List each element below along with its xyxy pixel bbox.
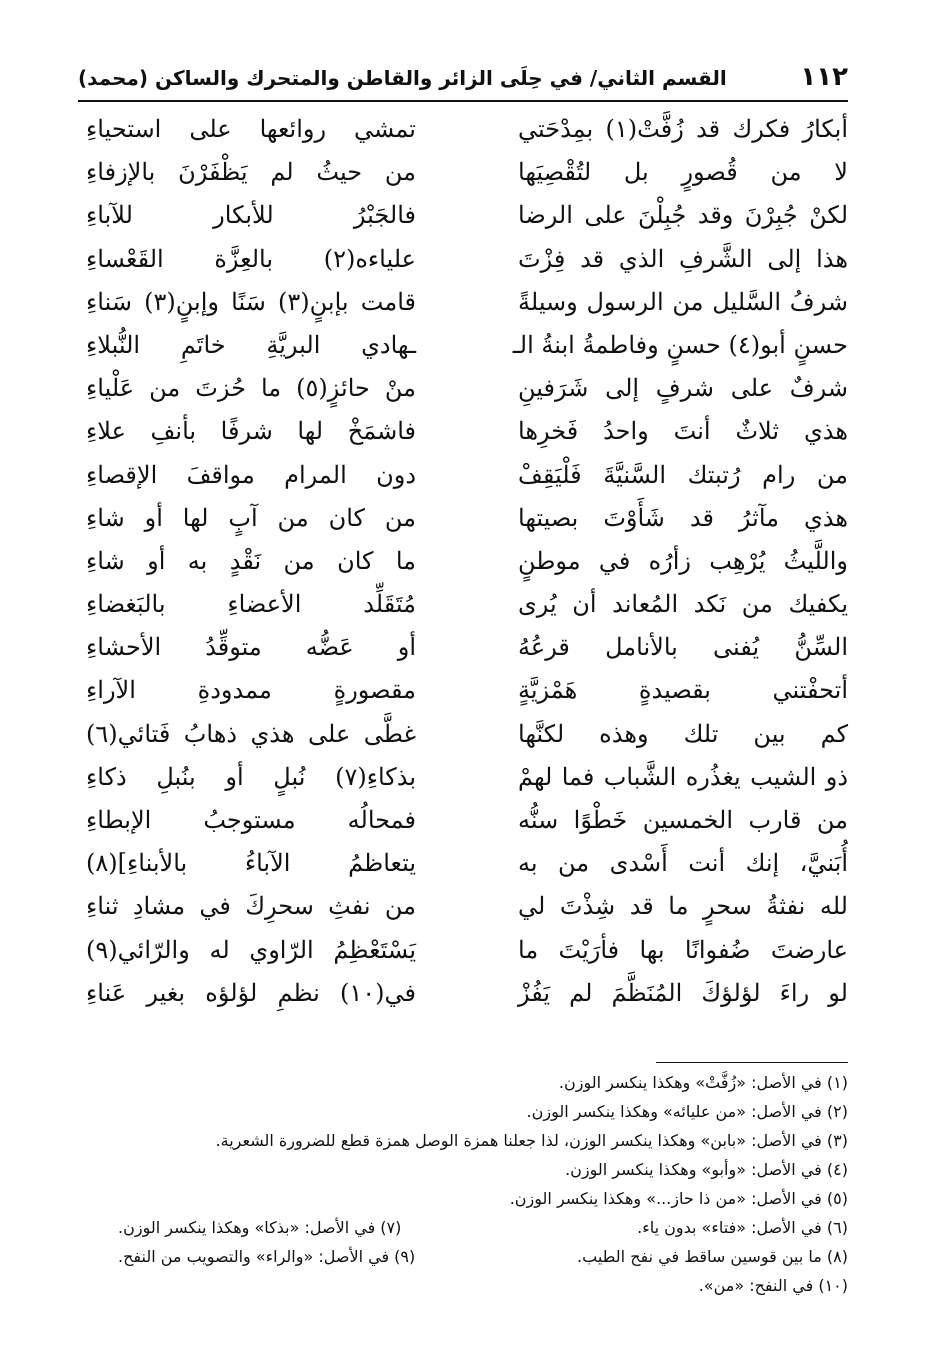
verse-line xyxy=(78,756,848,799)
verse-line xyxy=(78,583,848,626)
poem-body xyxy=(78,108,848,1015)
verse-first-hemistich: كم بين تلك وهذه لكنَّها xyxy=(518,719,848,748)
verse-first-hemistich: شرفٌ على شرفٍ إلى شَرَفينِ xyxy=(518,374,848,403)
verse-second-hemistich: فالجَبْرُ للأبكار للآباءِ xyxy=(86,201,416,230)
verse-first-hemistich: هذي مآثرُ قد شَأَوْتَ بصيتها xyxy=(518,503,848,532)
verse-line xyxy=(78,972,848,1015)
footnote-pair xyxy=(78,1244,848,1273)
verse-second-hemistich: منْ حائزٍ(٥) ما حُزتَ من عَلْياءِ xyxy=(86,374,417,403)
verse-line xyxy=(78,367,848,410)
verse-second-hemistich: مقصورةٍ ممدودةِ الآراءِ xyxy=(86,676,416,705)
footnotes xyxy=(78,1070,848,1302)
footnote: (٧) في الأصل: «بذكا» وهكذا ينكسر الوزن. xyxy=(118,1218,402,1237)
verse-second-hemistich: تمشي روائعها على استحياءِ xyxy=(86,115,416,143)
verse-line xyxy=(78,151,848,194)
verse-second-hemistich: من كان من آبٍ لها أو شاءِ xyxy=(86,503,416,532)
verse-second-hemistich: قامت بإبنٍ(٣) سَنًا وإبنٍ(٣) سَناءِ xyxy=(86,287,417,316)
verse-line xyxy=(78,281,848,324)
verse-line xyxy=(78,454,848,497)
footnote: (٨) ما بين قوسين ساقط في نفح الطيب. xyxy=(577,1247,848,1266)
header-rule xyxy=(78,100,848,102)
verse-first-hemistich: شرفُ السَّليل من الرسول وسيلةً xyxy=(518,287,848,316)
page-header xyxy=(78,60,848,100)
footnote: (٢) في الأصل: «من عليائه» وهكذا ينكسر الوزن. xyxy=(526,1102,848,1121)
verse-line xyxy=(78,669,848,712)
verse-first-hemistich: عارضتَ ضُفوانًا بها فأرَيْتَ ما xyxy=(518,935,848,964)
verse-first-hemistich: لله نفثةُ سحرٍ ما قد شِذْتَ لي xyxy=(518,892,848,921)
verse-first-hemistich: لا من قُصورٍ بل لتُقْصِيَها xyxy=(518,158,848,187)
footnote-pair xyxy=(78,1215,848,1244)
verse-second-hemistich: بذكاءِ(٧) نُبلٍ أو بنُبلِ ذكاءِ xyxy=(86,762,416,791)
footnote: (٩) في الأصل: «والراء» والتصويب من النفح. xyxy=(118,1247,416,1266)
verse-second-hemistich: ما كان من نَقْدٍ به أو شاءِ xyxy=(86,546,416,575)
verse-first-hemistich: أُبَنيَّ، إنك أنت أَسْدى من به xyxy=(518,849,848,878)
verse-second-hemistich: دون المرام مواقفَ الإقصاءِ xyxy=(86,460,416,489)
verse-first-hemistich: من رام رُتبتك السَّنيَّةَ فَلْيَقِفْ xyxy=(518,460,848,489)
verse-second-hemistich: يَسْتَعْظِمُ الرّاوي له والرّائي(٩) xyxy=(86,935,416,964)
verse-second-hemistich: في(١٠) نظمِ لؤلؤه بغير عَناءِ xyxy=(86,978,416,1007)
verse-line xyxy=(78,885,848,928)
footnote: (٤) في الأصل: «وأبو» وهكذا ينكسر الوزن. xyxy=(565,1160,848,1179)
verse-first-hemistich: أبكارُ فكرك قد زُفَّتْ(١) بمِدْحَتي xyxy=(518,115,849,143)
footnote: (٦) في الأصل: «فتاء» بدون ياء. xyxy=(637,1218,848,1237)
verse-first-hemistich: حسنٍ أبو(٤) حسنٍ وفاطمةُ ابنةُ الـ xyxy=(512,330,848,359)
verse-line xyxy=(78,194,848,237)
verse-line xyxy=(78,497,848,540)
verse-line xyxy=(78,238,848,281)
verse-first-hemistich: هذي ثلاثٌ أنتَ واحدُ فَخرِها xyxy=(518,417,848,446)
verse-line xyxy=(78,713,848,756)
footnote: (٣) في الأصل: «بابن» وهكذا ينكسر الوزن، لذا جعلنا همزة الوصل همزة قطع للضرورة الشعرية. xyxy=(215,1131,848,1150)
verse-first-hemistich: لكنْ جُبِرْنَ وقد جُبِلْنَ على الرضا xyxy=(518,201,848,230)
footnote-separator xyxy=(656,1062,848,1063)
verse-line xyxy=(78,799,848,842)
verse-first-hemistich: أتحفْتني بقصيدةٍ هَمْزيَّةٍ xyxy=(518,676,848,705)
verse-second-hemistich: من نفثِ سحرِكَ في مشادِ ثناءِ xyxy=(86,892,416,921)
verse-second-hemistich: يتعاظمُ الآباءُ بالأبناءِ](٨) xyxy=(86,849,416,878)
verse-line xyxy=(78,842,848,885)
verse-second-hemistich: مُتَقَلِّد الأعضاءِ بالبَغضاءِ xyxy=(86,590,416,619)
page-number: ١١٢ xyxy=(800,62,848,92)
verse-second-hemistich: من حيثُ لم يَظْفَرْنَ بالإزفاءِ xyxy=(86,158,416,187)
verse-line xyxy=(78,108,848,151)
verse-line xyxy=(78,929,848,972)
verse-first-hemistich: ذو الشيب يغذُره الشَّباب فما لهمْ xyxy=(518,762,848,791)
verse-first-hemistich: من قارب الخمسين خَطْوًا سنُّه xyxy=(518,806,848,834)
verse-second-hemistich: أو عَضُّه متوقِّدُ الأحشاءِ xyxy=(86,633,416,662)
verse-second-hemistich: ـهادي البريَّةِ خاتَمِ النُّبلاءِ xyxy=(86,330,416,359)
verse-second-hemistich: فاشمَخْ لها شرفًا بأنفِ علاءِ xyxy=(86,417,416,446)
verse-line xyxy=(78,324,848,367)
footnote: (٥) في الأصل: «من ذا حاز...» وهكذا ينكسر الوزن. xyxy=(509,1189,848,1208)
verse-first-hemistich: السِّنُّ يُفنى بالأنامل قرعُهُ xyxy=(518,633,848,662)
verse-line xyxy=(78,626,848,669)
footnote: (١) في الأصل: «زُفَّتْ» وهكذا ينكسر الوزن. xyxy=(558,1073,848,1092)
footnote: (١٠) في النفح: «من». xyxy=(698,1276,848,1295)
verse-second-hemistich: فمحالُه مستوجبُ الإبطاءِ xyxy=(86,806,416,834)
verse-line xyxy=(78,540,848,583)
verse-line xyxy=(78,410,848,453)
verse-first-hemistich: واللَّيثُ يُرْهِب زأرُه في موطنٍ xyxy=(518,546,848,575)
verse-first-hemistich: لو راءَ لؤلؤكَ المُنَظَّمَ لم يَفُزْ xyxy=(518,978,848,1007)
verse-first-hemistich: هذا إلى الشَّرفِ الذي قد فِزْتَ xyxy=(518,244,848,273)
verse-first-hemistich: يكفيك من نَكد المُعاند أن يُرى xyxy=(518,590,848,619)
verse-second-hemistich: غطَّى على هذي ذهابُ فَتائي(٦) xyxy=(86,719,416,748)
running-title: القسم الثاني/ في حِلَى الزائر والقاطن والمتحرك والساكن (محمد) xyxy=(78,66,727,90)
verse-second-hemistich: علياءه(٢) بالعِزَّة القَعْساءِ xyxy=(86,244,416,273)
